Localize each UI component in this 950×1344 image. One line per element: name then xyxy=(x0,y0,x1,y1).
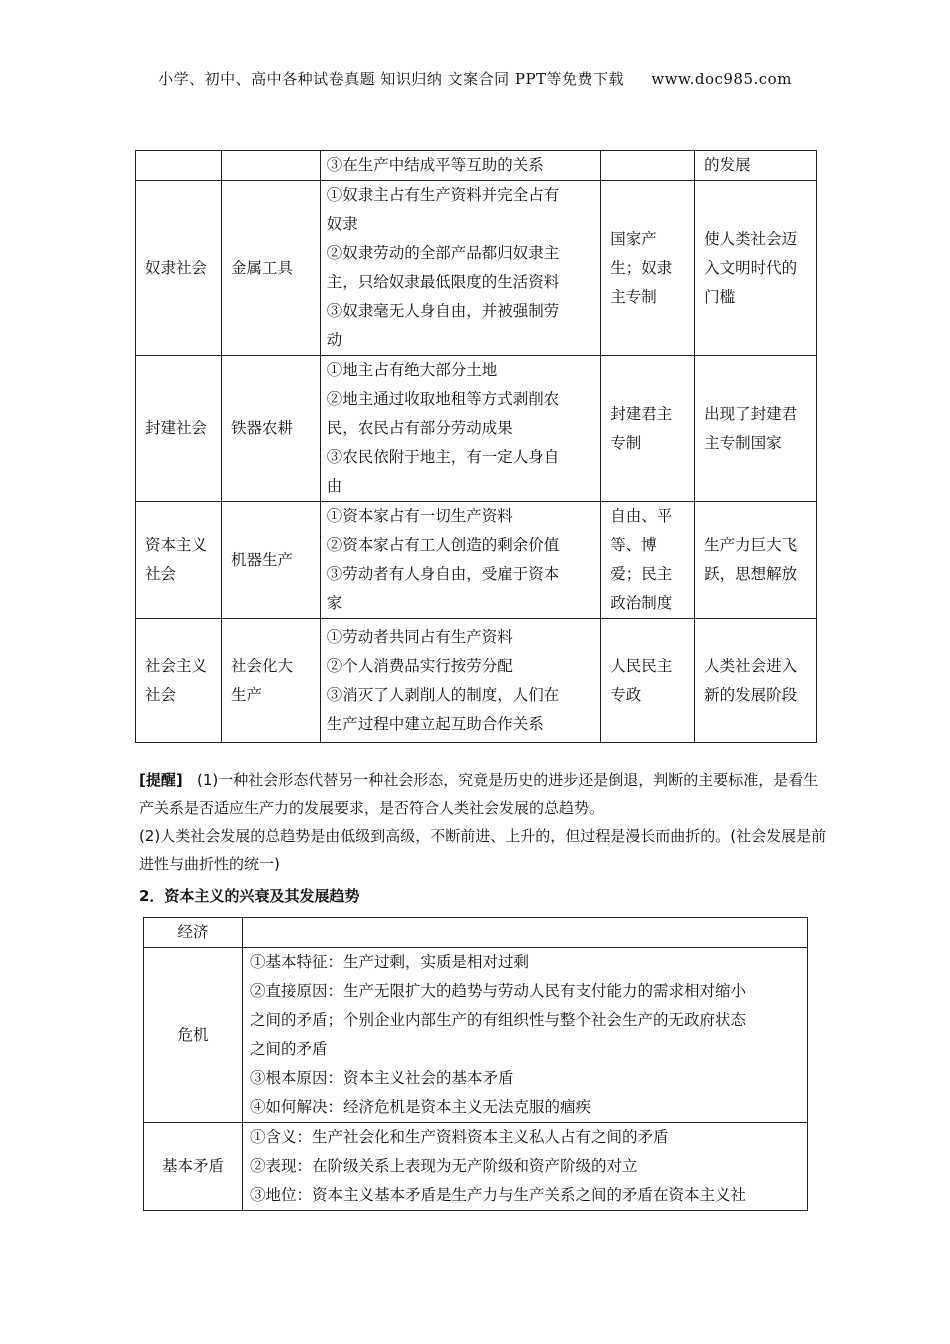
capitalism-table xyxy=(143,917,808,1211)
table-row xyxy=(136,181,817,356)
header-site[interactable]: www.doc985.com xyxy=(651,70,792,88)
content-cell: ①含义：生产社会化和生产资料资本主义私人占有之间的矛盾 ②表现：在阶级关系上表现为无产阶级和资产阶级的对立 ③地位：资本主义基本矛盾是生产力与生产关系之间的矛盾在资本主义社 xyxy=(243,1123,808,1211)
label-cell: 危机 xyxy=(144,948,243,1123)
table-row xyxy=(144,1123,808,1211)
politics-cell: 人民民主 专政 xyxy=(601,619,695,743)
society-cell: 奴隶社会 xyxy=(136,181,222,356)
relations-cell: ①资本家占有一切生产资料 ②资本家占有工人创造的剩余价值 ③劳动者有人身自由，受雇于资本 家 xyxy=(320,502,601,619)
tip-text-2: (2)人类社会发展的总趋势是由低级到高级，不断前进、上升的，但过程是漫长而曲折的。(社会发展是前进性与曲折性的统一) xyxy=(139,827,827,873)
politics-cell: 自由、平 等、博 爱；民主 政治制度 xyxy=(601,502,695,619)
relations-cell: ①劳动者共同占有生产资料 ②个人消费品实行按劳分配 ③消灭了人剥削人的制度，人们在 生产过程中建立起互助合作关系 xyxy=(320,619,601,743)
table-row xyxy=(136,502,817,619)
table-row-header xyxy=(144,918,808,948)
table-row xyxy=(136,619,817,743)
table-row-continuation xyxy=(136,151,817,181)
header-text: 小学、初中、高中各种试卷真题 知识归纳 文案合同 PPT等免费下载 xyxy=(158,70,625,88)
significance-cell: 出现了封建君 主专制国家 xyxy=(695,356,817,502)
content-cell xyxy=(243,918,808,948)
tip-label: [提醒] xyxy=(139,771,183,789)
relations-cell: ①奴隶主占有生产资料并完全占有 奴隶 ②奴隶劳动的全部产品都归奴隶主 主，只给奴隶最低限度的生活资料 ③奴隶毫无人身自由，并被强制劳 动 xyxy=(320,181,601,356)
productivity-cell: 社会化大 生产 xyxy=(221,619,320,743)
society-cell: 资本主义 社会 xyxy=(136,502,222,619)
significance-cell: 使人类社会迈 入文明时代的 门槛 xyxy=(695,181,817,356)
politics-cell: 国家产 生；奴隶 主专制 xyxy=(601,181,695,356)
politics-cell: 封建君主 专制 xyxy=(601,356,695,502)
label-cell: 基本矛盾 xyxy=(144,1123,243,1211)
relations-cell: ③在生产中结成平等互助的关系 xyxy=(320,151,601,181)
table-row xyxy=(136,356,817,502)
section-title: 2．资本主义的兴衰及其发展趋势 xyxy=(139,887,360,905)
tip-paragraph-1 xyxy=(139,766,829,822)
label-cell: 经济 xyxy=(144,918,243,948)
content-cell: ①基本特征：生产过剩，实质是相对过剩 ②直接原因：生产无限扩大的趋势与劳动人民有支付能力的需求相对缩小 之间的矛盾；个别企业内部生产的有组织性与整个社会生产的无政府状态 之间的矛盾 ③根本原因：资本主义社会的基本矛盾 ④如何解决：经济危机是资本主义无法克服的痼疾 xyxy=(243,948,808,1123)
significance-cell: 人类社会进入 新的发展阶段 xyxy=(695,619,817,743)
page-header xyxy=(0,68,950,89)
tip-text-1: (1)一种社会形态代替另一种社会形态，究竟是历史的进步还是倒退，判断的主要标准，是看生产关系是否适应生产力的发展要求，是否符合人类社会发展的总趋势。 xyxy=(139,771,819,817)
tip-paragraph-2 xyxy=(139,822,829,878)
productivity-cell: 铁器农耕 xyxy=(221,356,320,502)
relations-cell: ①地主占有绝大部分土地 ②地主通过收取地租等方式剥削农 民，农民占有部分劳动成果 ③农民依附于地主，有一定人身自 由 xyxy=(320,356,601,502)
society-cell: 社会主义 社会 xyxy=(136,619,222,743)
productivity-cell: 机器生产 xyxy=(221,502,320,619)
significance-cell: 生产力巨大飞 跃，思想解放 xyxy=(695,502,817,619)
society-cell: 封建社会 xyxy=(136,356,222,502)
productivity-cell: 金属工具 xyxy=(221,181,320,356)
society-forms-table xyxy=(135,150,817,743)
table-row xyxy=(144,948,808,1123)
significance-cell: 的发展 xyxy=(695,151,817,181)
